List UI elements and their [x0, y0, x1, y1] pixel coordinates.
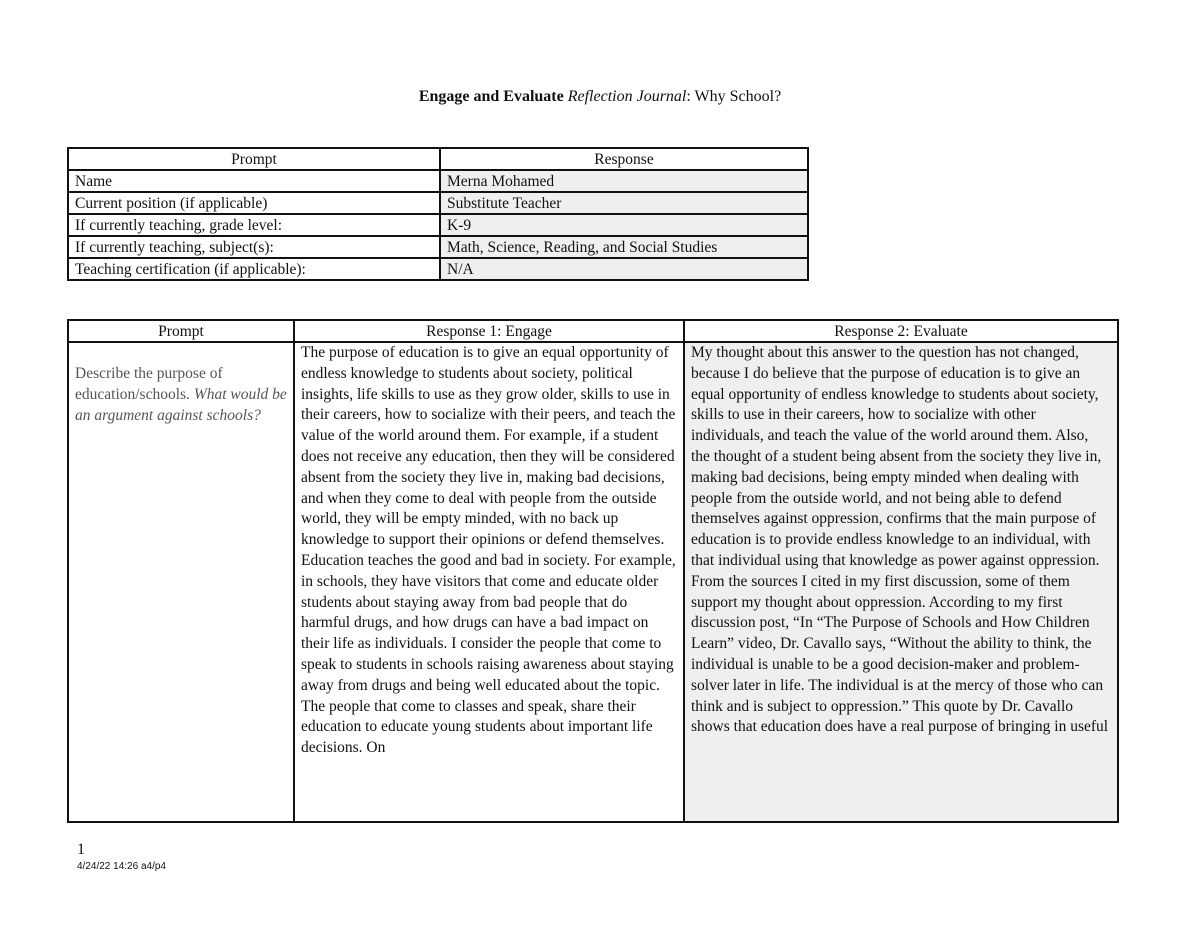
title-plain: : Why School?: [686, 88, 782, 105]
info-table-header-row: [68, 148, 808, 170]
prompt-italic-text: What would be an argument against schools?: [75, 385, 287, 424]
info-table: [67, 147, 809, 281]
table-row: [68, 342, 1118, 822]
title-bold: Engage and Evaluate: [418, 88, 564, 105]
table-row: [68, 170, 808, 192]
evaluate-response-cell: [684, 342, 1118, 822]
engage-response-text: The purpose of education is to give an equal opportunity of endless knowledge to students about society, political insights, life skills to use as they grow older, skills to use in their careers, how to socialize with their peers, and teach the value of the world around them. For example, if a student does not receive any education, then they will be considered absent from the society they live in, making bad decisions, and when they come to deal with people from the outside world, they will be empty minded, with no back up knowledge to support their opinions or defend themselves. Education teaches the good and bad in society. For example, in schools, they have visitors that come and educate older students about staying away from bad people that do harmful drugs, and how drugs can have a bad impact on their life as individuals. I consider the people that come to speak to students in schools raising awareness about staying away from drugs and being well educated about the topic. The people that come to classes and speak, share their education to educate young students about important life decisions. On: [301, 344, 676, 757]
table-row: [68, 192, 808, 214]
reflection-header-prompt: Prompt: [68, 320, 294, 342]
info-response-certification: N/A: [440, 258, 808, 280]
document-title: [0, 88, 1200, 106]
info-header-prompt: Prompt: [68, 148, 440, 170]
engage-response-cell: [294, 342, 684, 822]
info-response-subjects: Math, Science, Reading, and Social Studies: [440, 236, 808, 258]
info-header-response: Response: [440, 148, 808, 170]
info-prompt-position: Current position (if applicable): [68, 192, 440, 214]
table-row: [68, 236, 808, 258]
page-number: 1: [77, 841, 85, 858]
info-response-grade: K-9: [440, 214, 808, 236]
reflection-header-row: [68, 320, 1118, 342]
reflection-table: [67, 319, 1119, 823]
info-prompt-grade: If currently teaching, grade level:: [68, 214, 440, 236]
prompt-plain-text: Describe the purpose of education/schools.: [75, 365, 223, 403]
table-row: [68, 258, 808, 280]
table-row: [68, 214, 808, 236]
reflection-header-engage: Response 1: Engage: [294, 320, 684, 342]
title-italic: Reflection Journal: [567, 88, 687, 105]
reflection-prompt-cell: [68, 342, 294, 822]
info-prompt-subjects: If currently teaching, subject(s):: [68, 236, 440, 258]
info-prompt-certification: Teaching certification (if applicable):: [68, 258, 440, 280]
evaluate-response-text: My thought about this answer to the question has not changed, because I do believe that the purpose of education is to give an equal opportunity of endless knowledge to students about society, skills to use in their careers, how to socialize with other individuals, and teach the value of the world around them. Also, the thought of a student being absent from the society they live in, making bad decisions, being empty minded when dealing with people from the outside world, and not being able to defend themselves against oppression, confirms that the main purpose of education is to provide endless knowledge to an individual, with that individual using that knowledge as power against oppression. From the sources I cited in my first discussion, some of them support my thought about oppression. According to my first discussion post, “In “The Purpose of Schools and How Children Learn” video, Dr. Cavallo says, “Without the ability to think, the individual is unable to be a good decision-maker and problem-solver later in life. The individual is at the mercy of those who can think and is subject to oppression.” This quote by Dr. Cavallo shows that education does have a real purpose of bringing in useful: [691, 344, 1109, 736]
reflection-header-evaluate: Response 2: Evaluate: [684, 320, 1118, 342]
info-prompt-name: Name: [68, 170, 440, 192]
info-response-position: Substitute Teacher: [440, 192, 808, 214]
print-stamp: 4/24/22 14:26 a4/p4: [77, 861, 166, 872]
info-response-name: Merna Mohamed: [440, 170, 808, 192]
